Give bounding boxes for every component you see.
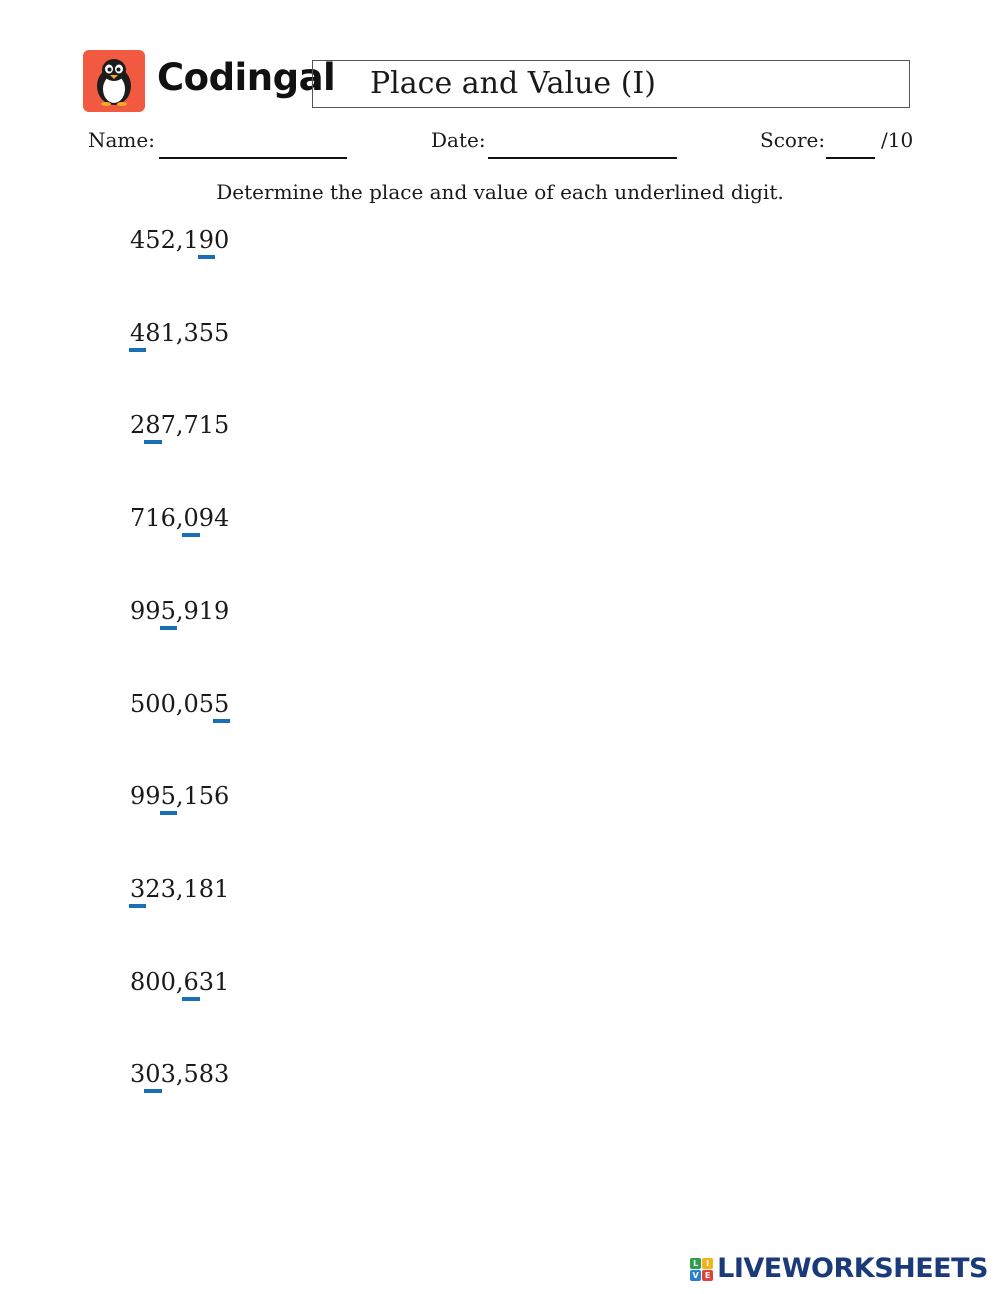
- underlined-digit: 5: [160, 597, 176, 625]
- liveworksheets-icon: [690, 1258, 713, 1281]
- problem-value: 481,355: [130, 319, 230, 347]
- date-label: Date:: [431, 128, 486, 152]
- brand-name: Codingal: [157, 56, 336, 99]
- liveworksheets-wordmark: LIVEWORKSHEETS: [717, 1253, 988, 1284]
- underlined-digit: 3: [130, 875, 146, 903]
- underlined-digit: 0: [183, 504, 199, 532]
- lw-icon-cell: V: [690, 1270, 701, 1281]
- lw-icon-cell: I: [702, 1258, 713, 1269]
- name-field[interactable]: [159, 157, 347, 159]
- score-field[interactable]: [826, 157, 875, 159]
- worksheet-title-box: [312, 60, 910, 108]
- underlined-digit: 4: [130, 319, 146, 347]
- problem-value: 995,919: [130, 597, 230, 625]
- codingal-penguin-logo: [83, 50, 145, 112]
- worksheet-title: Place and Value (I): [370, 66, 656, 101]
- problem-value: 800,631: [130, 968, 230, 996]
- lw-icon-cell: L: [690, 1258, 701, 1269]
- score-total: /10: [881, 128, 914, 152]
- problem-value: 303,583: [130, 1060, 230, 1088]
- underlined-digit: 5: [214, 690, 230, 718]
- problem-value: 500,055: [130, 690, 230, 718]
- problem-value: 995,156: [130, 782, 230, 810]
- date-field[interactable]: [488, 157, 677, 159]
- underlined-digit: 6: [183, 968, 199, 996]
- underlined-digit: 8: [145, 411, 161, 439]
- problem-value: 287,715: [130, 411, 230, 439]
- score-label: Score:: [760, 128, 826, 152]
- name-label: Name:: [88, 128, 155, 152]
- liveworksheets-logo: [690, 1254, 988, 1284]
- lw-icon-cell: E: [702, 1270, 713, 1281]
- underlined-digit: 0: [145, 1060, 161, 1088]
- problem-value: 323,181: [130, 875, 230, 903]
- underlined-digit: 5: [160, 782, 176, 810]
- problem-value: 716,094: [130, 504, 230, 532]
- penguin-icon: [91, 56, 137, 106]
- problem-value: 452,190: [130, 226, 230, 254]
- instructions: Determine the place and value of each underlined digit.: [216, 180, 784, 204]
- underlined-digit: 9: [198, 226, 215, 254]
